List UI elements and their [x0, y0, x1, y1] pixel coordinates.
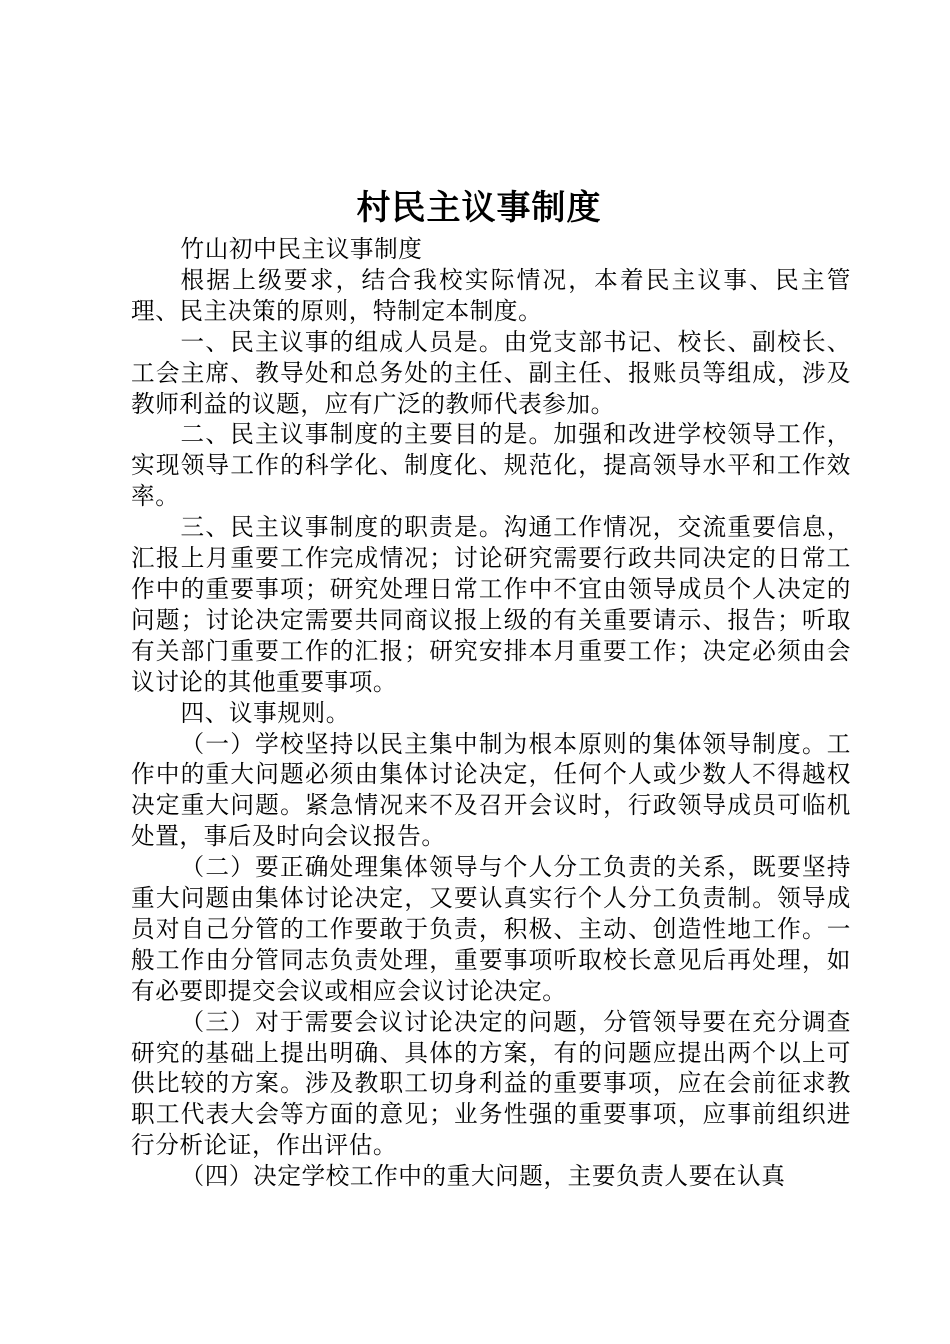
paragraph-section-3: 三、民主议事制度的职责是。沟通工作情况，交流重要信息，汇报上月重要工作完成情况；讨论研究需要行政共同决定的日常工作中的重要事项；研究处理日常工作中不宜由领导成员个人决定的问题；讨论决定需要共同商议报上级的有关重要请示、报告；听取有关部门重要工作的汇报；研究安排本月重要工作；决定必须由会议讨论的其他重要事项。	[131, 513, 851, 696]
paragraph-section-1: 一、民主议事的组成人员是。由党支部书记、校长、副校长、工会主席、教导处和总务处的主任、副主任、报账员等组成，涉及教师利益的议题，应有广泛的教师代表参加。	[131, 327, 851, 418]
document-title: 村民主议事制度	[356, 188, 602, 228]
paragraph-rule-4: （四）决定学校工作中的重大问题，主要负责人要在认真	[180, 1162, 786, 1191]
paragraph-intro: 根据上级要求，结合我校实际情况，本着民主议事、民主管理、民主决策的原则，特制定本制度。	[131, 265, 851, 325]
paragraph-section-4-heading: 四、议事规则。	[180, 698, 350, 727]
document-body	[131, 234, 851, 1192]
paragraph-subtitle: 竹山初中民主议事制度	[180, 235, 423, 263]
paragraph-rule-1: （一）学校坚持以民主集中制为根本原则的集体领导制度。工作中的重大问题必须由集体讨论决定，任何个人或少数人不得越权决定重大问题。紧急情况来不及召开会议时，行政领导成员可临机处置，事后及时向会议报告。	[131, 729, 851, 851]
paragraph-rule-3: （三）对于需要会议讨论决定的问题，分管领导要在充分调查研究的基础上提出明确、具体的方案，有的问题应提出两个以上可供比较的方案。涉及教职工切身利益的重要事项，应在会前征求教职工代表大会等方面的意见；业务性强的重要事项，应事前组织进行分析论证，作出评估。	[131, 1007, 851, 1160]
paragraph-section-2: 二、民主议事制度的主要目的是。加强和改进学校领导工作，实现领导工作的科学化、制度化、规范化，提高领导水平和工作效率。	[131, 420, 851, 511]
paragraph-rule-2: （二）要正确处理集体领导与个人分工负责的关系，既要坚持重大问题由集体讨论决定，又要认真实行个人分工负责制。领导成员对自己分管的工作要敢于负责，积极、主动、创造性地工作。一般工作由分管同志负责处理，重要事项听取校长意见后再处理，如有必要即提交会议或相应会议讨论决定。	[131, 853, 851, 1005]
